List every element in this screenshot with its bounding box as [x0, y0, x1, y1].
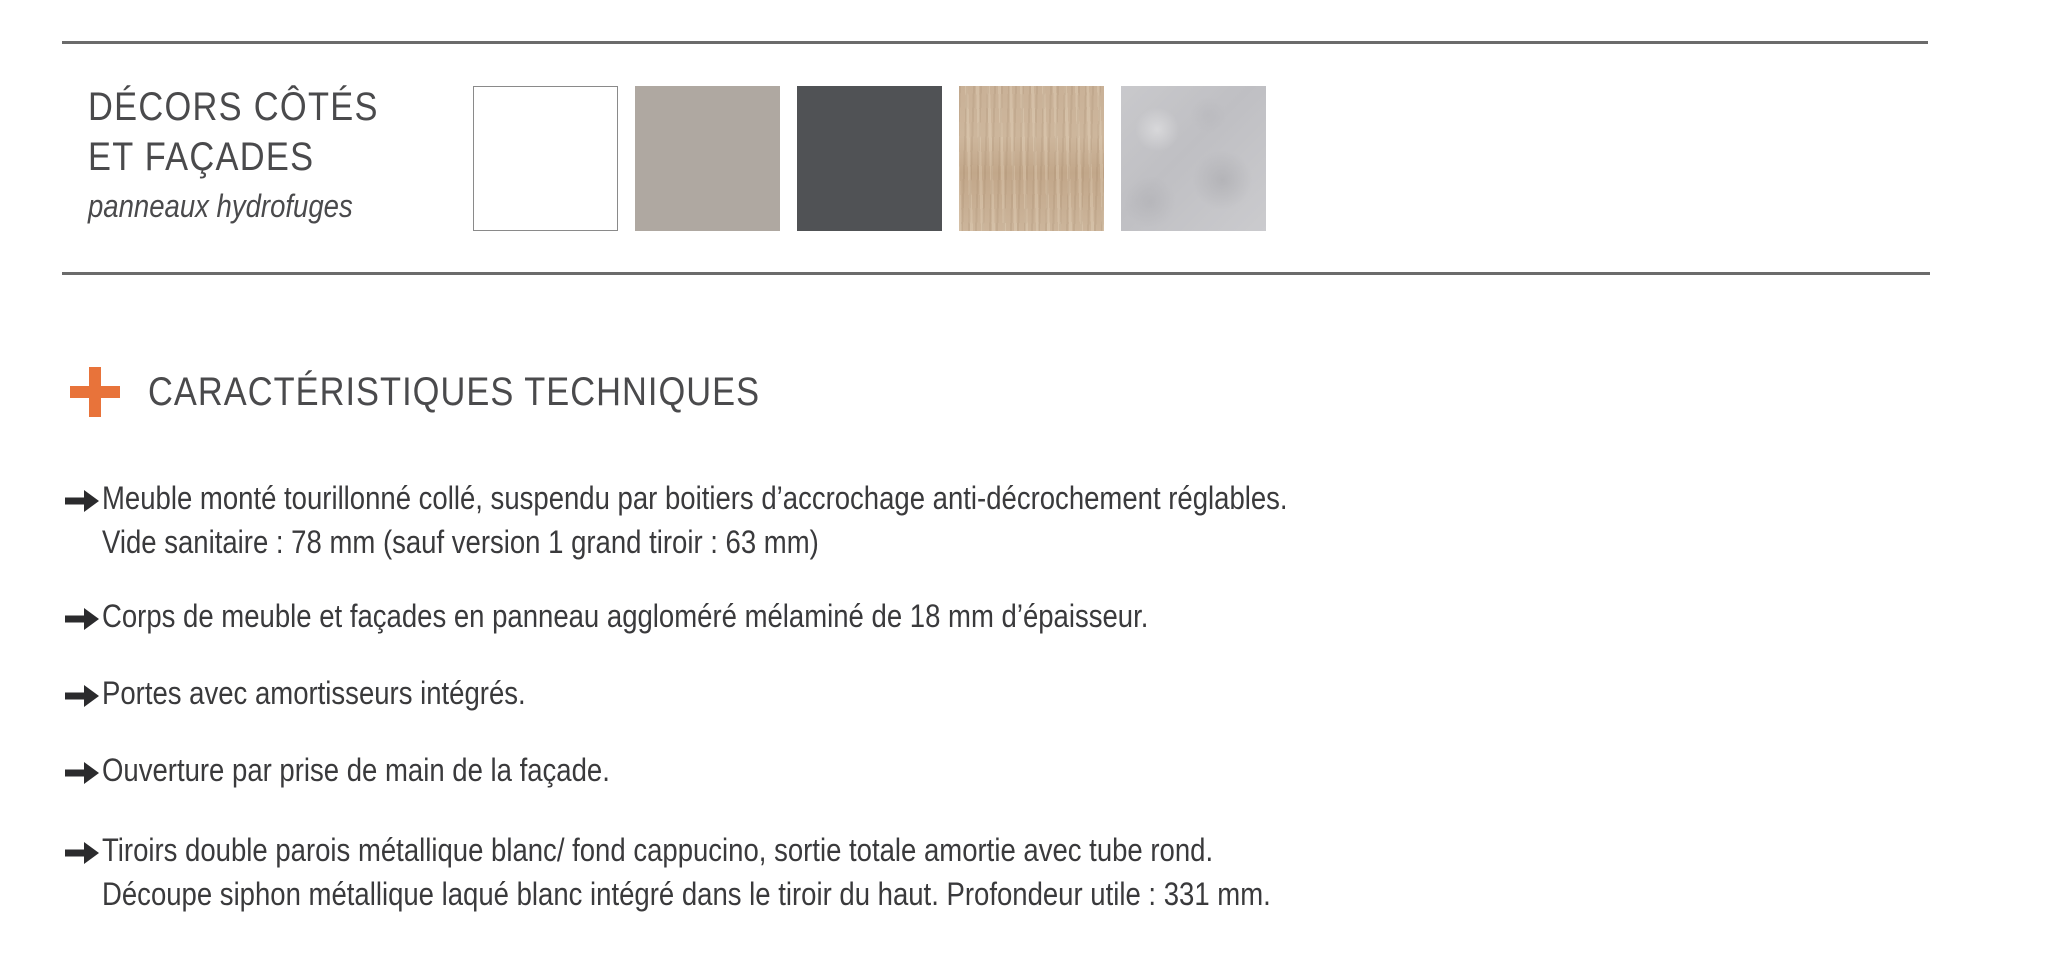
plus-icon [70, 367, 120, 417]
feature-item [62, 594, 1481, 671]
technical-title: CARACTÉRISTIQUES TECHNIQUES [148, 370, 761, 414]
feature-line: Meuble monté tourillonné collé, suspendu par boitiers d’accrochage anti-décrochement réglables. [102, 480, 1288, 516]
decors-title-line1: DÉCORS CÔTÉS [88, 85, 379, 129]
bottom-divider [62, 272, 1930, 275]
oak-wood-finish-swatch [959, 86, 1104, 231]
feature-line: Tiroirs double parois métallique blanc/ fond cappucino, sortie totale amortie avec tube rond. [102, 832, 1214, 868]
decors-title-line2: ET FAÇADES [88, 135, 315, 179]
arrow-right-icon [62, 753, 102, 793]
feature-line: Ouverture par prise de main de la façade. [102, 752, 610, 788]
technical-features-list [62, 476, 1481, 928]
arrow-right-icon [62, 481, 102, 521]
feature-text [102, 671, 526, 715]
technical-header [70, 367, 860, 417]
finish-swatches [473, 86, 1266, 231]
feature-line: Corps de meuble et façades en panneau aggloméré mélaminé de 18 mm d’épaisseur. [102, 598, 1149, 634]
feature-text [102, 476, 1288, 564]
decors-subtitle: panneaux hydrofuges [88, 188, 353, 224]
arrow-right-icon [62, 599, 102, 639]
feature-line: Vide sanitaire : 78 mm (sauf version 1 grand tiroir : 63 mm) [102, 524, 819, 560]
feature-text [102, 748, 610, 792]
arrow-right-icon [62, 833, 102, 873]
feature-item [62, 748, 1481, 828]
feature-text [102, 594, 1148, 638]
feature-item [62, 476, 1481, 594]
feature-item [62, 828, 1481, 928]
anthracite-finish-swatch [797, 86, 942, 231]
feature-line: Découpe siphon métallique laqué blanc intégré dans le tiroir du haut. Profondeur utile : 331 mm. [102, 876, 1271, 912]
feature-item [62, 671, 1481, 748]
concrete-finish-swatch [1121, 86, 1266, 231]
taupe-finish-swatch [635, 86, 780, 231]
decors-heading [88, 82, 448, 228]
white-finish-swatch [473, 86, 618, 231]
top-divider [62, 41, 1928, 44]
feature-text [102, 828, 1271, 916]
feature-line: Portes avec amortisseurs intégrés. [102, 675, 526, 711]
arrow-right-icon [62, 676, 102, 716]
